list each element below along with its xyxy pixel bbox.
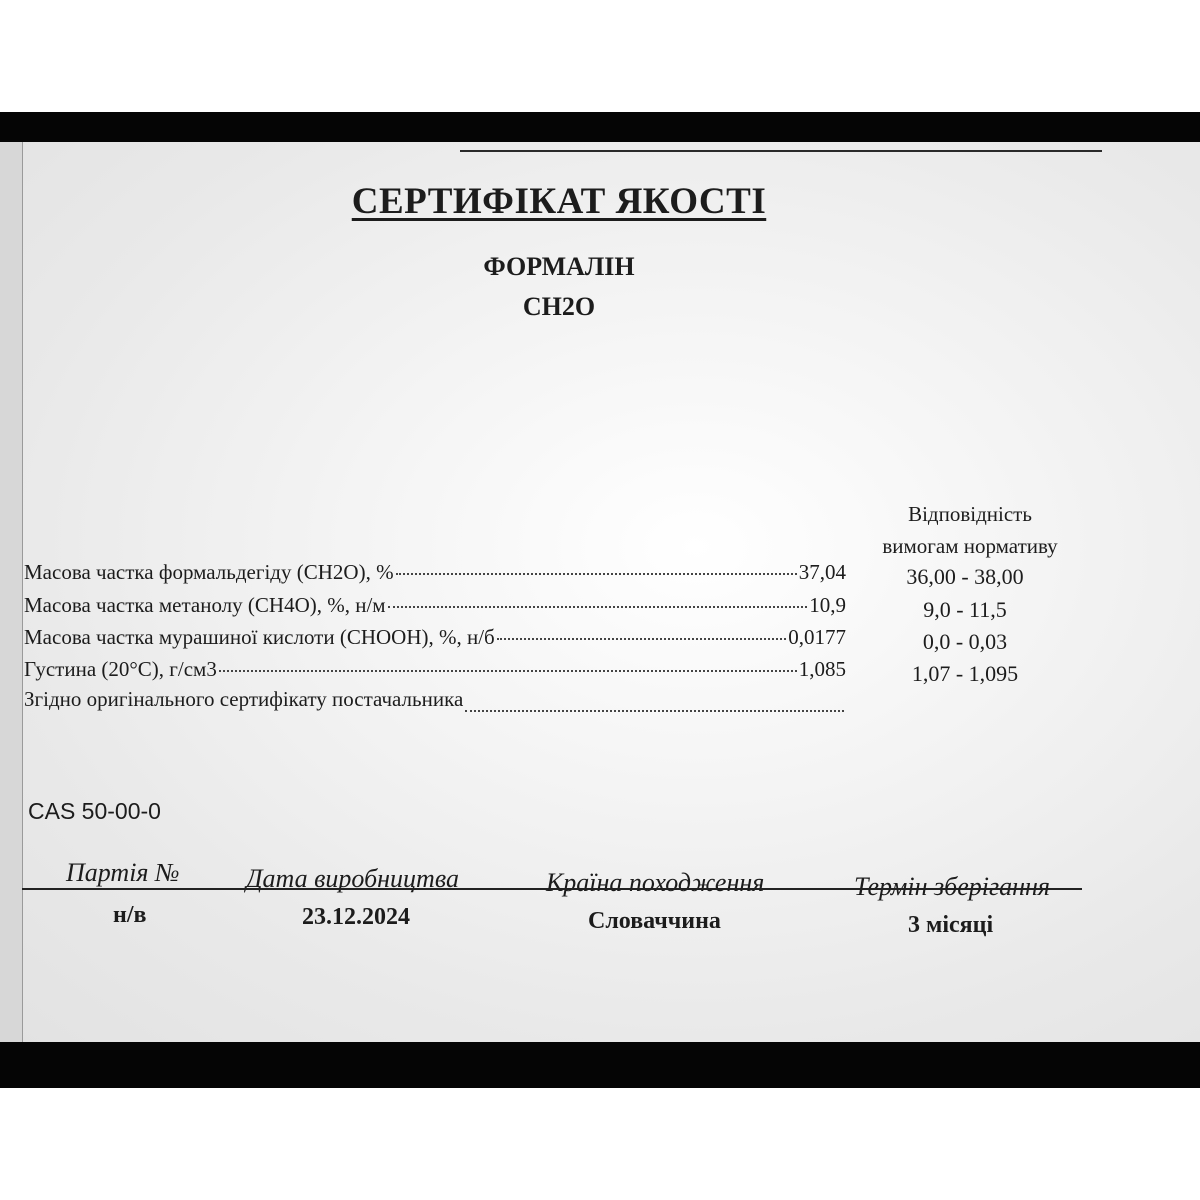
photo-top-border xyxy=(0,112,1200,142)
top-rule-line xyxy=(460,150,1102,152)
parameter-range-formaldehyde: 36,00 - 38,00 xyxy=(906,564,1024,589)
parameter-row-supplier-note xyxy=(24,687,846,715)
parameter-label: Згідно оригінального сертифікату постачальника xyxy=(24,687,464,711)
product-name: ФОРМАЛІН xyxy=(483,252,635,281)
table-header-shelf-life: Термін зберігання xyxy=(854,872,1050,901)
parameter-label: Густина (20°C), г/см3 xyxy=(24,657,217,681)
table-cell-production-date: 23.12.2024 xyxy=(302,904,410,930)
parameter-value: 10,9 xyxy=(809,593,846,617)
table-cell-country: Словаччина xyxy=(588,908,721,934)
product-formula: CH2O xyxy=(522,292,596,321)
table-header-production-date: Дата виробництва xyxy=(246,864,459,893)
parameter-value: 1,085 xyxy=(798,657,846,681)
parameter-label: Масова частка формальдегіду (CH2O), % xyxy=(24,560,394,584)
table-cell-shelf-life: 3 місяці xyxy=(908,912,994,938)
certificate-sheet xyxy=(0,142,1200,1042)
photo-bottom-border xyxy=(0,1042,1200,1088)
table-header-country: Країна походження xyxy=(546,868,765,897)
leader-dots xyxy=(396,573,797,575)
parameter-value: 37,04 xyxy=(798,560,846,584)
leader-dots xyxy=(497,638,787,640)
parameter-row-formic-acid xyxy=(24,625,846,653)
table-cell-batch: н/в xyxy=(113,902,147,928)
parameter-range-density: 1,07 - 1,095 xyxy=(911,661,1019,686)
parameter-row-density xyxy=(24,657,846,685)
parameter-range-formic-acid: 0,0 - 0,03 xyxy=(922,629,1008,654)
leader-dots xyxy=(388,606,808,608)
table-header-rule xyxy=(22,888,1082,890)
parameter-label: Масова частка метанолу (CH4O), %, н/м xyxy=(24,593,386,617)
parameter-row-formaldehyde xyxy=(24,560,846,588)
certificate-title: СЕРТИФІКАТ ЯКОСТІ xyxy=(351,181,767,222)
compliance-header-line-1: Відповідність xyxy=(908,502,1032,526)
parameter-label: Масова частка мурашиної кислоти (CHOOH), %, н/б xyxy=(24,625,495,649)
table-header-batch: Партія № xyxy=(66,858,180,887)
parameter-range-methanol: 9,0 - 11,5 xyxy=(923,597,1007,622)
parameter-value: 0,0177 xyxy=(788,625,846,649)
parameter-row-methanol xyxy=(24,593,846,621)
cas-number: CAS 50-00-0 xyxy=(28,798,161,824)
leader-dots xyxy=(465,710,844,712)
leader-dots xyxy=(219,670,797,672)
compliance-header-line-2: вимогам нормативу xyxy=(882,534,1058,558)
